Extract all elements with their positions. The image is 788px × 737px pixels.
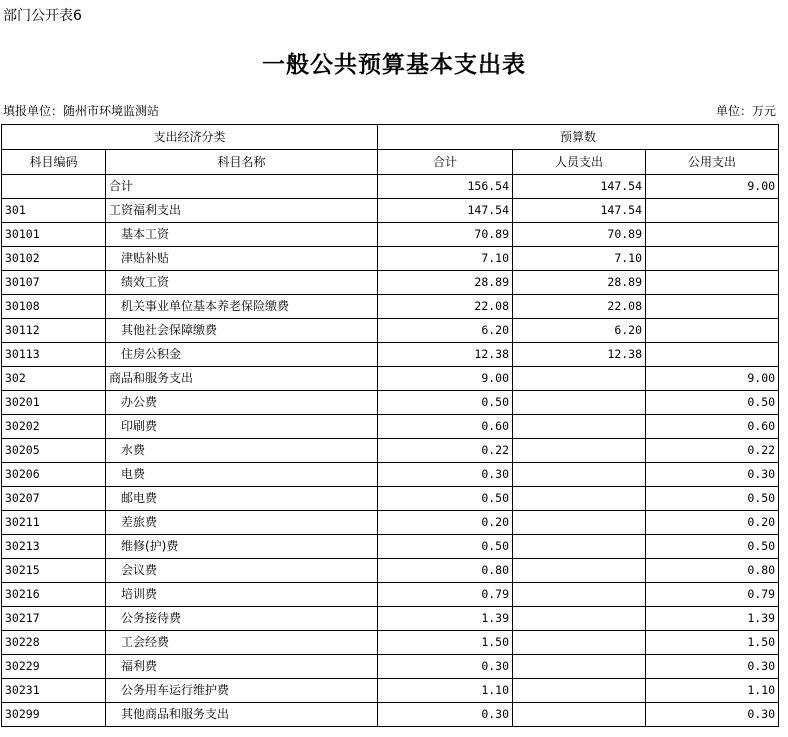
row-code: 30211: [2, 511, 106, 535]
row-public: [646, 199, 779, 223]
table-row: [2, 655, 779, 679]
table-row: [2, 223, 779, 247]
row-code: 30201: [2, 391, 106, 415]
table-row: [2, 703, 779, 727]
row-name: 基本工资: [106, 223, 378, 247]
row-code: 30231: [2, 679, 106, 703]
table-row: [2, 679, 779, 703]
row-personnel: [513, 607, 646, 631]
row-total: 0.79: [378, 583, 513, 607]
row-public: 1.39: [646, 607, 779, 631]
row-name: 维修(护)费: [106, 535, 378, 559]
row-code: 30206: [2, 463, 106, 487]
row-public: 1.50: [646, 631, 779, 655]
row-public: 0.60: [646, 415, 779, 439]
row-total: 1.50: [378, 631, 513, 655]
row-personnel: [513, 703, 646, 727]
header-total: 合计: [378, 150, 513, 175]
row-public: 0.30: [646, 703, 779, 727]
row-public: [646, 223, 779, 247]
row-total: 0.50: [378, 487, 513, 511]
row-total: 0.22: [378, 439, 513, 463]
table-row: [2, 295, 779, 319]
row-personnel: [513, 463, 646, 487]
row-name: 会议费: [106, 559, 378, 583]
row-total: 0.60: [378, 415, 513, 439]
row-name: 其他商品和服务支出: [106, 703, 378, 727]
row-personnel: [513, 655, 646, 679]
row-total: 0.50: [378, 391, 513, 415]
row-public: 0.50: [646, 391, 779, 415]
reporting-unit: 填报单位：随州市环境监测站: [3, 104, 160, 118]
table-row: [2, 415, 779, 439]
row-public: [646, 319, 779, 343]
header-name: 科目名称: [106, 150, 378, 175]
row-name: 商品和服务支出: [106, 367, 378, 391]
row-code: 30102: [2, 247, 106, 271]
row-code: 30205: [2, 439, 106, 463]
row-total: 156.54: [378, 175, 513, 199]
row-public: 0.50: [646, 487, 779, 511]
row-name: 工会经费: [106, 631, 378, 655]
row-public: [646, 343, 779, 367]
row-name: 电费: [106, 463, 378, 487]
table-row: [2, 271, 779, 295]
row-personnel: [513, 583, 646, 607]
table-row: [2, 199, 779, 223]
row-personnel: 147.54: [513, 175, 646, 199]
row-public: [646, 295, 779, 319]
table-row: [2, 343, 779, 367]
row-personnel: 12.38: [513, 343, 646, 367]
row-name: 其他社会保障缴费: [106, 319, 378, 343]
sheet-label: 部门公开表6: [3, 8, 82, 24]
row-code: 30101: [2, 223, 106, 247]
row-total: 147.54: [378, 199, 513, 223]
row-total: 1.39: [378, 607, 513, 631]
row-total: 6.20: [378, 319, 513, 343]
row-name: 培训费: [106, 583, 378, 607]
row-personnel: 7.10: [513, 247, 646, 271]
table-row: [2, 583, 779, 607]
row-code: 30107: [2, 271, 106, 295]
row-public: 0.20: [646, 511, 779, 535]
row-public: 0.30: [646, 463, 779, 487]
header-public: 公用支出: [646, 150, 779, 175]
row-public: 0.22: [646, 439, 779, 463]
row-total: 0.30: [378, 463, 513, 487]
table-row: [2, 607, 779, 631]
row-code: 30113: [2, 343, 106, 367]
budget-table: [1, 124, 779, 727]
row-code: 301: [2, 199, 106, 223]
row-personnel: 147.54: [513, 199, 646, 223]
row-code: 30213: [2, 535, 106, 559]
row-code: 30228: [2, 631, 106, 655]
table-row: [2, 535, 779, 559]
row-code: 302: [2, 367, 106, 391]
row-personnel: [513, 679, 646, 703]
row-personnel: [513, 511, 646, 535]
row-code: 30215: [2, 559, 106, 583]
table-row: [2, 511, 779, 535]
table-row: [2, 559, 779, 583]
row-name: 福利费: [106, 655, 378, 679]
row-total: 0.50: [378, 535, 513, 559]
row-public: 9.00: [646, 367, 779, 391]
row-public: 0.30: [646, 655, 779, 679]
row-personnel: [513, 367, 646, 391]
header-budget: 预算数: [378, 125, 779, 150]
table-row: [2, 391, 779, 415]
row-total: 0.30: [378, 655, 513, 679]
row-total: 22.08: [378, 295, 513, 319]
row-name: 公务接待费: [106, 607, 378, 631]
row-name: 邮电费: [106, 487, 378, 511]
row-name: 津贴补贴: [106, 247, 378, 271]
row-total: 1.10: [378, 679, 513, 703]
row-public: 1.10: [646, 679, 779, 703]
row-name: 工资福利支出: [106, 199, 378, 223]
row-public: [646, 247, 779, 271]
table-body: [2, 175, 779, 727]
row-total: 9.00: [378, 367, 513, 391]
row-personnel: 28.89: [513, 271, 646, 295]
row-name: 办公费: [106, 391, 378, 415]
row-total: 0.80: [378, 559, 513, 583]
header-code: 科目编码: [2, 150, 106, 175]
row-personnel: [513, 439, 646, 463]
row-personnel: [513, 631, 646, 655]
row-total: 12.38: [378, 343, 513, 367]
row-name: 印刷费: [106, 415, 378, 439]
row-personnel: [513, 415, 646, 439]
row-name: 住房公积金: [106, 343, 378, 367]
page-title: 一般公共预算基本支出表: [262, 51, 526, 78]
row-name: 合计: [106, 175, 378, 199]
row-code: 30108: [2, 295, 106, 319]
row-code: 30229: [2, 655, 106, 679]
row-personnel: 22.08: [513, 295, 646, 319]
table-row: [2, 439, 779, 463]
header-personnel: 人员支出: [513, 150, 646, 175]
row-total: 28.89: [378, 271, 513, 295]
row-code: 30299: [2, 703, 106, 727]
row-public: [646, 271, 779, 295]
row-public: 0.80: [646, 559, 779, 583]
row-public: 0.79: [646, 583, 779, 607]
row-personnel: [513, 535, 646, 559]
table-row: [2, 319, 779, 343]
header-econ-class: 支出经济分类: [2, 125, 378, 150]
table-row: [2, 175, 779, 199]
row-name: 绩效工资: [106, 271, 378, 295]
row-code: [2, 175, 106, 199]
row-personnel: 70.89: [513, 223, 646, 247]
table-row: [2, 247, 779, 271]
table-row: [2, 367, 779, 391]
row-total: 0.20: [378, 511, 513, 535]
row-name: 公务用车运行维护费: [106, 679, 378, 703]
row-code: 30207: [2, 487, 106, 511]
table-row: [2, 631, 779, 655]
row-personnel: [513, 487, 646, 511]
row-name: 水费: [106, 439, 378, 463]
row-code: 30112: [2, 319, 106, 343]
row-personnel: [513, 391, 646, 415]
row-total: 7.10: [378, 247, 513, 271]
row-name: 机关事业单位基本养老保险缴费: [106, 295, 378, 319]
row-code: 30202: [2, 415, 106, 439]
row-total: 0.30: [378, 703, 513, 727]
table-row: [2, 487, 779, 511]
row-name: 差旅费: [106, 511, 378, 535]
row-public: 9.00: [646, 175, 779, 199]
row-personnel: 6.20: [513, 319, 646, 343]
row-total: 70.89: [378, 223, 513, 247]
row-code: 30217: [2, 607, 106, 631]
row-public: 0.50: [646, 535, 779, 559]
table-row: [2, 463, 779, 487]
currency-unit: 单位：万元: [715, 104, 776, 118]
row-code: 30216: [2, 583, 106, 607]
row-personnel: [513, 559, 646, 583]
